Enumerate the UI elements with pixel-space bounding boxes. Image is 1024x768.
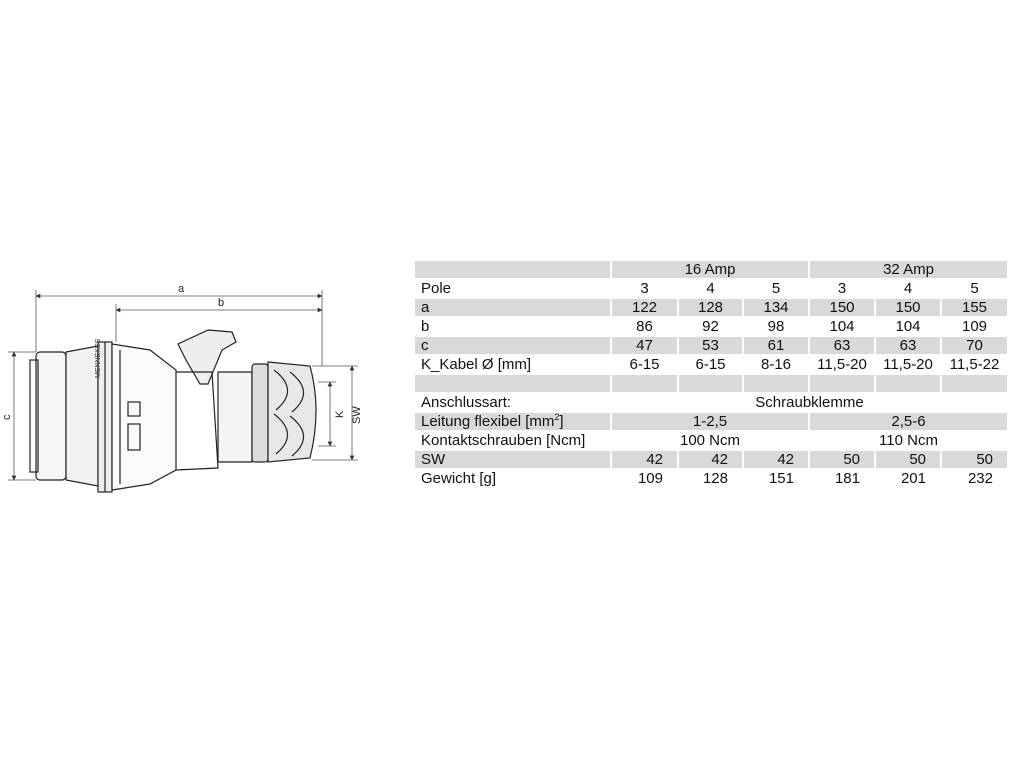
table-row-sw [415, 451, 1009, 470]
dim-k-label: K [334, 410, 346, 418]
table-cell: 42 [612, 451, 679, 470]
table-cell: 50 [876, 451, 942, 470]
row-label: Kontaktschrauben [Ncm] [415, 432, 612, 451]
row-label: K_Kabel Ø [mm] [415, 356, 612, 375]
table-row-groups [415, 261, 1009, 280]
table-row-kontakt [415, 432, 1009, 451]
table-cell: 122 [612, 299, 679, 318]
table-cell: 42 [679, 451, 744, 470]
table-cell: 110 Ncm [810, 432, 1009, 451]
label-prefix: Leitung flexibel [mm [421, 413, 555, 430]
row-label [415, 413, 612, 432]
table-cell: Schraubklemme [612, 394, 1009, 413]
row-label: c [415, 337, 612, 356]
table-cell: 11,5-22 [942, 356, 1009, 375]
table-cell: 150 [810, 299, 876, 318]
table-cell [942, 375, 1009, 394]
table-cell: 86 [612, 318, 679, 337]
table-cell: 155 [942, 299, 1009, 318]
table-cell: 104 [876, 318, 942, 337]
table-cell: 134 [744, 299, 810, 318]
brand-label: MENNEKES [95, 338, 102, 378]
table-cell: 8-16 [744, 356, 810, 375]
dim-a-label: a [178, 283, 185, 295]
plug-technical-drawing [0, 250, 400, 510]
table-cell [612, 375, 679, 394]
row-label: a [415, 299, 612, 318]
table-cell: 128 [679, 470, 744, 489]
table-cell: 11,5-20 [810, 356, 876, 375]
table-cell: 3 [612, 280, 679, 299]
table-cell: 109 [612, 470, 679, 489]
table-cell: 3 [810, 280, 876, 299]
dim-c-label: c [1, 414, 13, 420]
dim-sw-label: SW [351, 406, 363, 424]
table-cell: 150 [876, 299, 942, 318]
header-empty-cell [415, 261, 612, 280]
table-cell: 5 [942, 280, 1009, 299]
table-cell: 63 [876, 337, 942, 356]
row-label: Gewicht [g] [415, 470, 612, 489]
table-row-pole [415, 280, 1009, 299]
table-row-spacer [415, 375, 1009, 394]
table-row-c [415, 337, 1009, 356]
table-row-a [415, 299, 1009, 318]
table-cell: 47 [612, 337, 679, 356]
table-cell: 4 [876, 280, 942, 299]
table-cell [744, 375, 810, 394]
group-32a-header: 32 Amp [810, 261, 1009, 280]
table-cell: 181 [810, 470, 876, 489]
table-cell: 100 Ncm [612, 432, 810, 451]
table-cell: 61 [744, 337, 810, 356]
table-row-kabel [415, 356, 1009, 375]
dim-b-label: b [218, 297, 225, 309]
table-cell: 42 [744, 451, 810, 470]
table-cell: 53 [679, 337, 744, 356]
table-cell: 5 [744, 280, 810, 299]
label-superscript: 2 [554, 412, 560, 422]
table-cell: 70 [942, 337, 1009, 356]
table-cell [810, 375, 876, 394]
table-cell: 201 [876, 470, 942, 489]
row-label: b [415, 318, 612, 337]
plug-outline [30, 330, 316, 492]
table-cell [876, 375, 942, 394]
table-cell: 1-2,5 [612, 413, 810, 432]
table-cell: 50 [810, 451, 876, 470]
group-16a-header: 16 Amp [612, 261, 810, 280]
table-row-b [415, 318, 1009, 337]
table-cell: 50 [942, 451, 1009, 470]
table-cell: 98 [744, 318, 810, 337]
label-suffix: ] [559, 413, 564, 430]
table-cell: 151 [744, 470, 810, 489]
table-row-anschluss [415, 394, 1009, 413]
table-cell: 92 [679, 318, 744, 337]
table-cell [679, 375, 744, 394]
table-cell: 109 [942, 318, 1009, 337]
table-row-gewicht [415, 470, 1009, 489]
table-cell: 6-15 [679, 356, 744, 375]
row-label: Anschlussart: [415, 394, 612, 413]
row-label: SW [415, 451, 612, 470]
table-cell: 128 [679, 299, 744, 318]
table-cell: 6-15 [612, 356, 679, 375]
table-cell [415, 375, 612, 394]
spec-table [415, 261, 1009, 489]
table-cell: 2,5-6 [810, 413, 1009, 432]
row-label: Pole [415, 280, 612, 299]
table-cell: 4 [679, 280, 744, 299]
table-cell: 11,5-20 [876, 356, 942, 375]
table-row-leitung [415, 413, 1009, 432]
table-cell: 104 [810, 318, 876, 337]
table-cell: 232 [942, 470, 1009, 489]
table-cell: 63 [810, 337, 876, 356]
